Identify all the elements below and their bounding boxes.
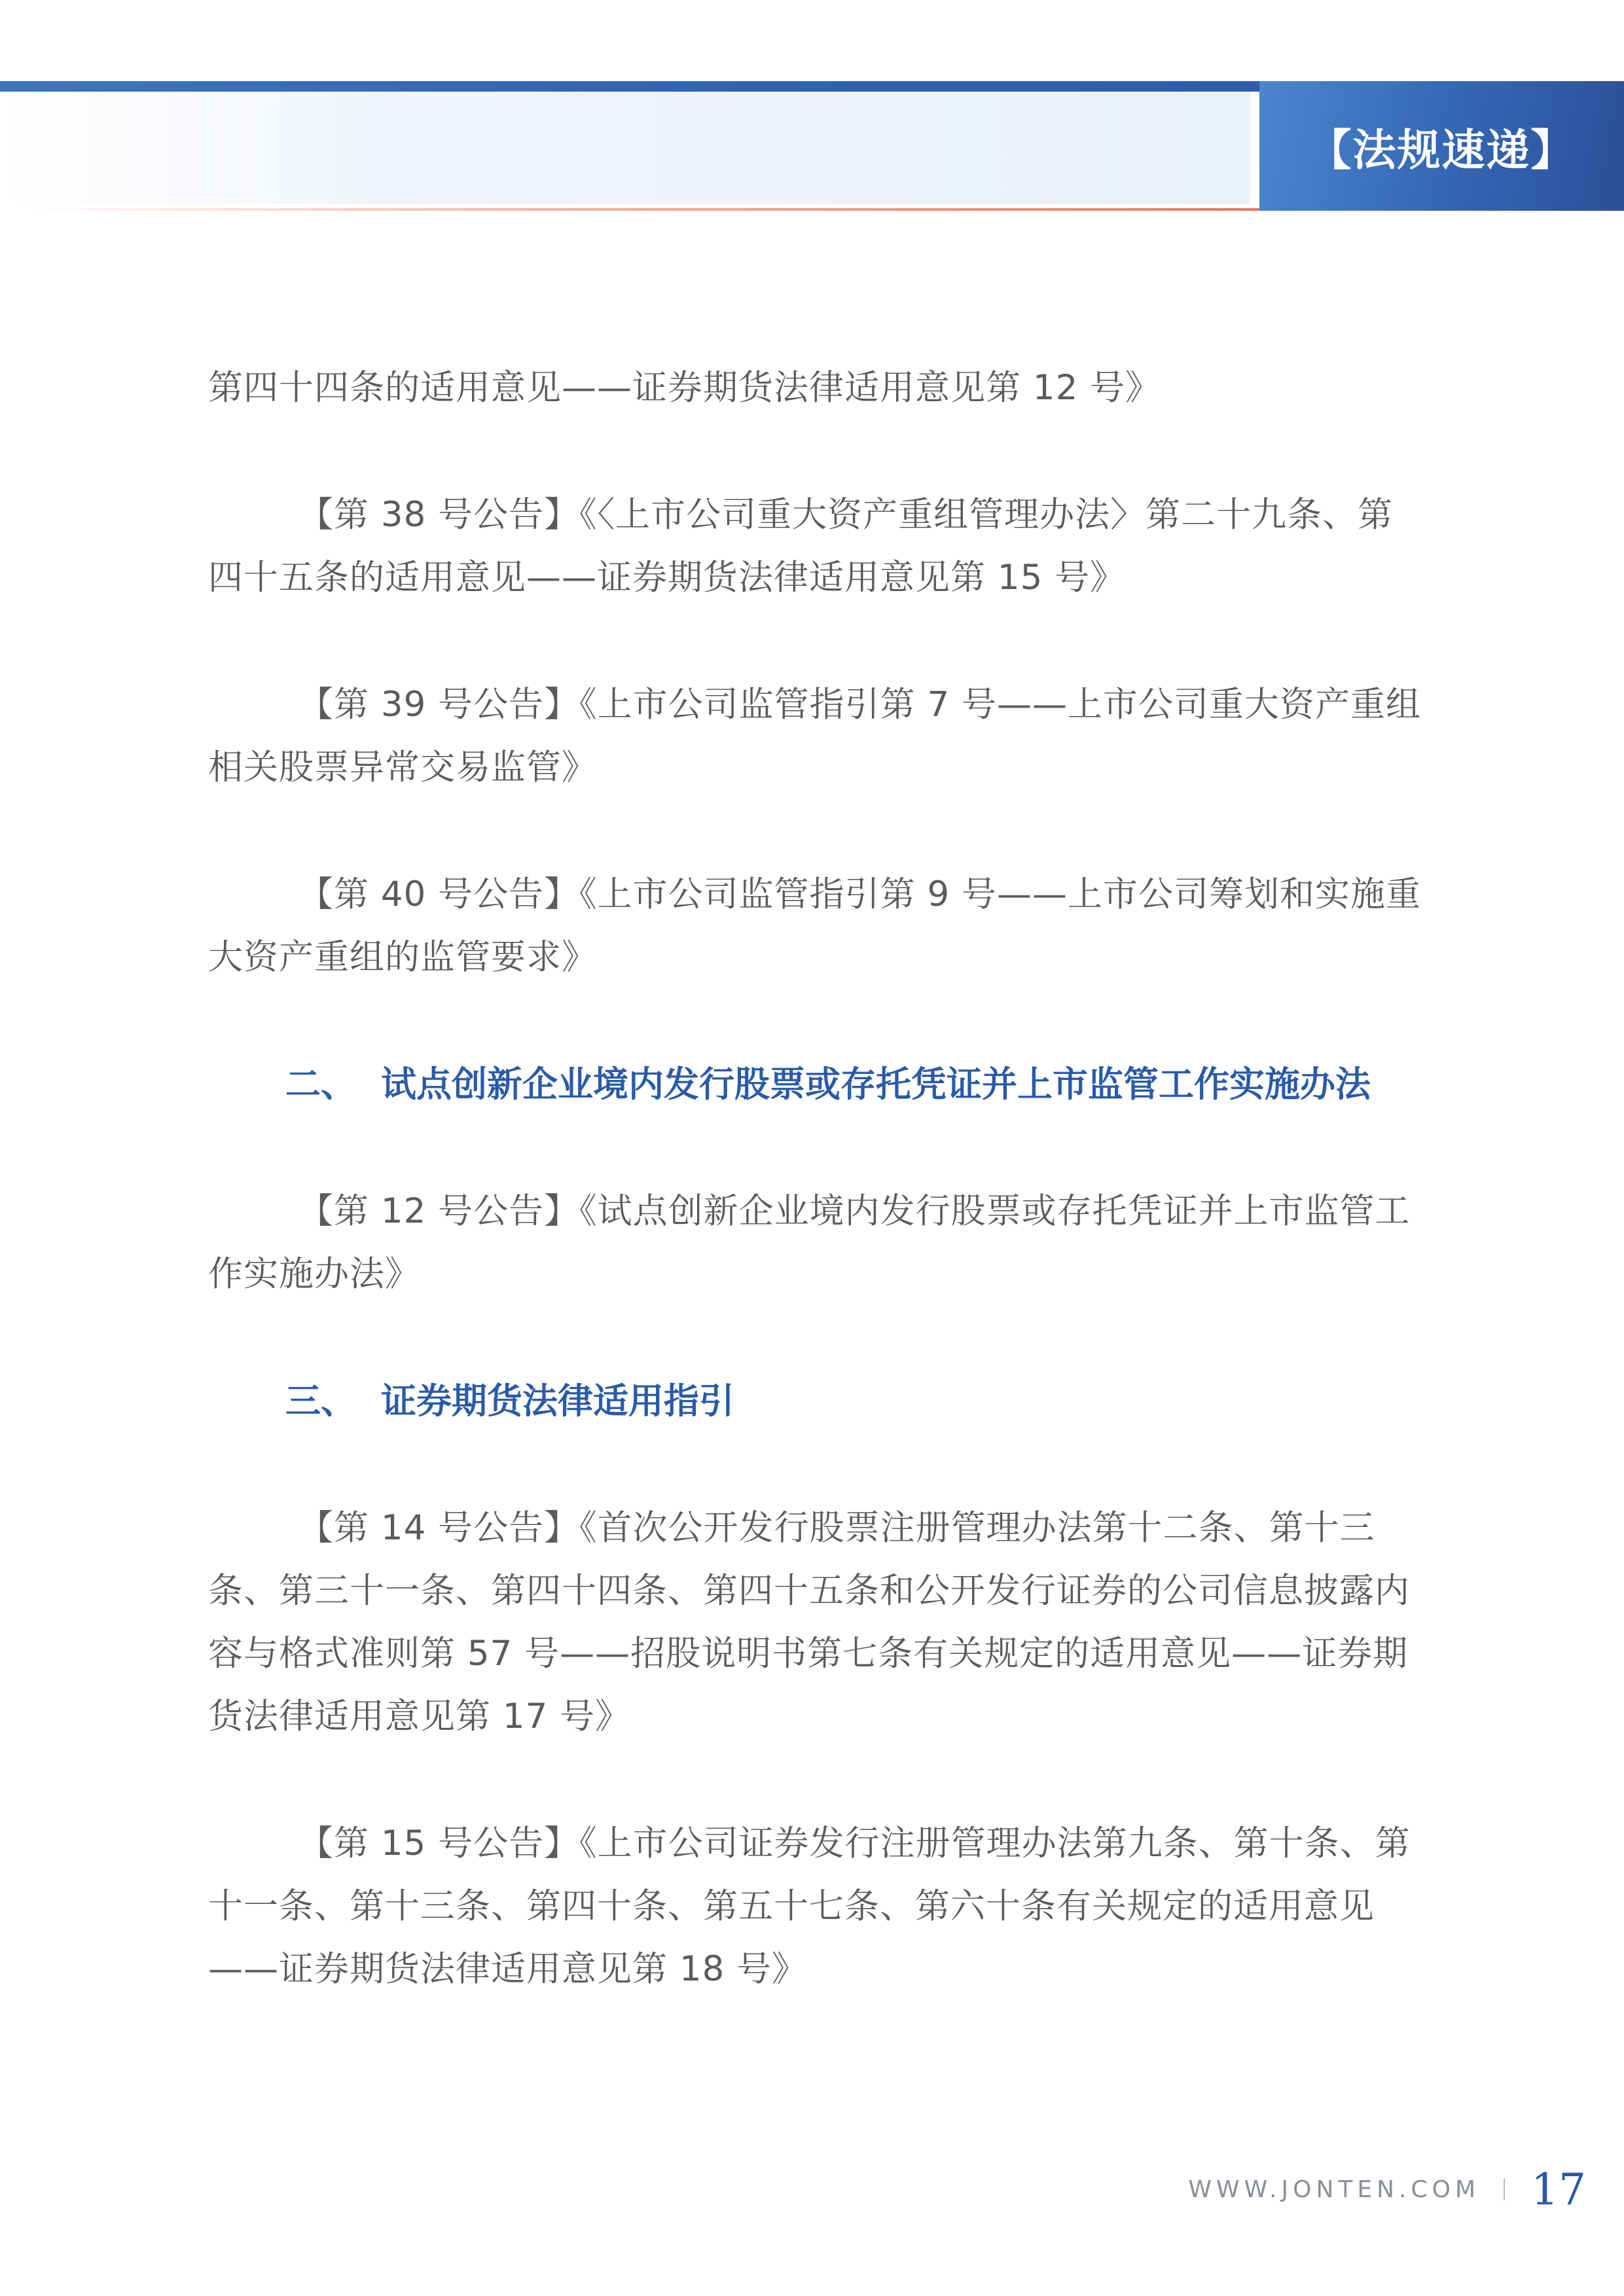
section-tag-label: 【法规速递】 [1308, 124, 1576, 175]
page-number: 17 [1531, 2164, 1586, 2215]
section-heading-3-text: 证券期货法律适用指引 [381, 1380, 734, 1422]
section-heading-2-number: 二、 [285, 1064, 356, 1105]
paragraph-notice-14: 【第 14 号公告】《首次公开发行股票注册管理办法第十二条、第十三条、第三十一条、第四十四条、第四十五条和公开发行证券的公司信息披露内容与格式准则第 57 号——招股说明书第七条有关规定的适用意见——证券期货法律适用意见第 17 号》 [208, 1508, 1410, 1736]
page-footer [1188, 2160, 1586, 2219]
section-heading-3 [208, 1370, 1427, 1433]
paragraph-notice-39: 【第 39 号公告】《上市公司监管指引第 7 号——上市公司重大资产重组相关股票异常交易监管》 [208, 685, 1422, 787]
header-underline [26, 208, 1259, 211]
paragraph-notice-12: 【第 12 号公告】《试点创新企业境内发行股票或存托凭证并上市监管工作实施办法》 [208, 1191, 1411, 1294]
header-panel [0, 92, 1250, 204]
paragraph-notice-38: 【第 38 号公告】《〈上市公司重大资产重组管理办法〉第二十九条、第四十五条的适用意见——证券期货法律适用意见第 15 号》 [208, 495, 1394, 598]
section-heading-2 [208, 1053, 1427, 1116]
section-heading-3-number: 三、 [285, 1380, 356, 1422]
document-body [208, 357, 1427, 2065]
footer-website: WWW.JONTEN.COM [1188, 2176, 1481, 2203]
header-top-line [0, 81, 1259, 92]
footer-divider [1504, 2178, 1505, 2200]
paragraph-notice-40: 【第 40 号公告】《上市公司监管指引第 9 号——上市公司筹划和实施重大资产重组的监管要求》 [208, 874, 1422, 977]
paragraph-notice-15: 【第 15 号公告】《上市公司证券发行注册管理办法第九条、第十条、第十一条、第十三条、第四十条、第五十七条、第六十条有关规定的适用意见——证券期货法律适用意见第 18 号》 [208, 1823, 1411, 1989]
paragraph-continuation: 第四十四条的适用意见——证券期货法律适用意见第 12 号》 [208, 368, 1161, 408]
section-tag [1259, 81, 1624, 211]
section-heading-2-text: 试点创新企业境内发行股票或存托凭证并上市监管工作实施办法 [381, 1064, 1371, 1105]
